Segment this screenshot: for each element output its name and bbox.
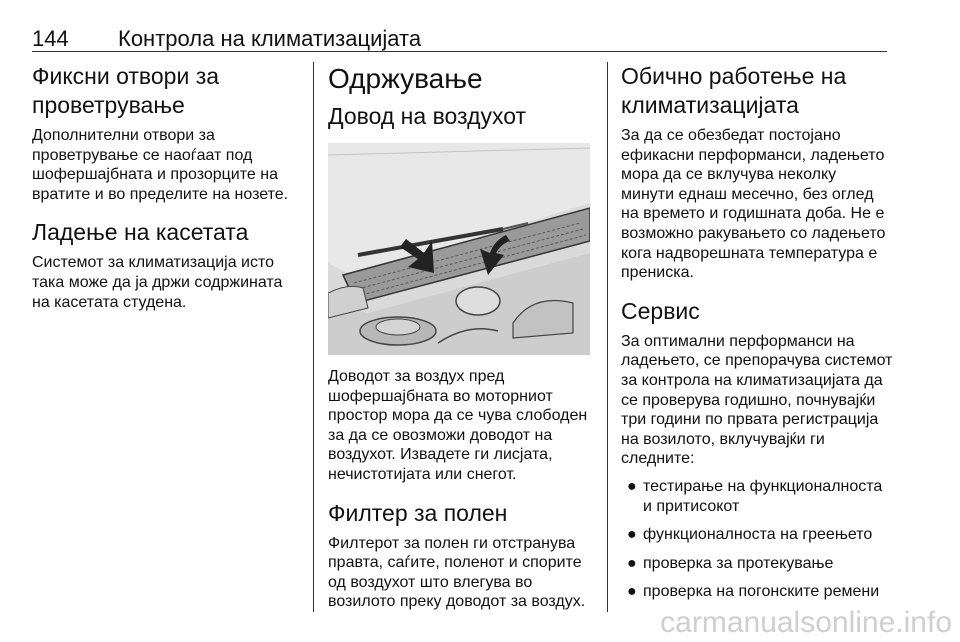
section-title-fixed-vents: Фиксни отвори за проветрување <box>32 63 220 118</box>
section-title-maintenance: Одржување <box>328 63 483 94</box>
list-item: ● проверка на погонските ремени <box>627 583 880 601</box>
header-divider <box>32 51 887 52</box>
section-body-air-intake: Доводот за воздух пред шофершајбната во моторниот простор мора да се чува слободен за да се овозможи доводот на воздухот. Извадете ги лисјата, нечистотијата или снегот. <box>328 368 588 483</box>
section-body-regular-operation: За да се обезбедат постојано ефикасни перформанси, ладењето мора да се вклучува неколку минути еднаш месечно, без оглед на времето и годишната доба. Не е возможно ракувањето со ладењето кога надворешната температура е прениска. <box>621 127 886 282</box>
service-checklist <box>621 477 893 602</box>
column-2 <box>328 62 598 612</box>
section-body-fixed-vents: Дополнителни отвори за проветрување се наоѓаат под шофершајбната и прозорците на вратите и во пределите на нозете. <box>32 127 289 203</box>
windshield-cowl-arrows-icon <box>328 143 590 355</box>
section-body-pollen-filter: Филтерот за полен ги отстранува правта, саѓите, поленот и спорите од воздухот што влегува во возилото преку доводот за воздух. <box>328 534 586 611</box>
section-title-service: Сервис <box>621 297 700 324</box>
column-divider-2 <box>607 62 608 612</box>
section-body-glovebox-cooling: Системот за климатизација исто така може да ја држи содржината на касетата студена. <box>32 254 283 311</box>
bullet-icon: ● <box>627 554 637 572</box>
bullet-icon: ● <box>627 526 637 544</box>
page-number: 144 <box>32 26 69 51</box>
section-title-pollen-filter: Филтер за полен <box>328 499 508 526</box>
page-header <box>32 26 928 54</box>
section-title-air-intake: Довод на воздухот <box>328 103 527 129</box>
chapter-title: Контрола на климатизацијата <box>118 26 422 51</box>
list-item: ● функционалноста на греењето <box>627 526 873 544</box>
list-item: ● тестирање на функционалноста и притисокот <box>627 477 883 515</box>
watermark: carmanualsonline.info <box>660 606 952 639</box>
section-title-regular-operation: Обично работење на климатизацијата <box>621 63 847 118</box>
bullet-icon: ● <box>627 583 637 601</box>
section-body-service: За оптимални перформанси на ладењето, се препорачува системот за контрола на климатизацијата да се проверува годишно, почнувајќи три години по првата регистрација на возилото, вклучувајќи ги следните: <box>621 332 893 468</box>
section-title-glovebox-cooling: Ладење на касетата <box>32 219 249 246</box>
column-divider-1 <box>313 62 314 612</box>
column-3 <box>621 62 893 611</box>
list-item: ● проверка за протекување <box>627 554 834 572</box>
column-1 <box>32 62 302 312</box>
bullet-icon: ● <box>627 477 637 495</box>
